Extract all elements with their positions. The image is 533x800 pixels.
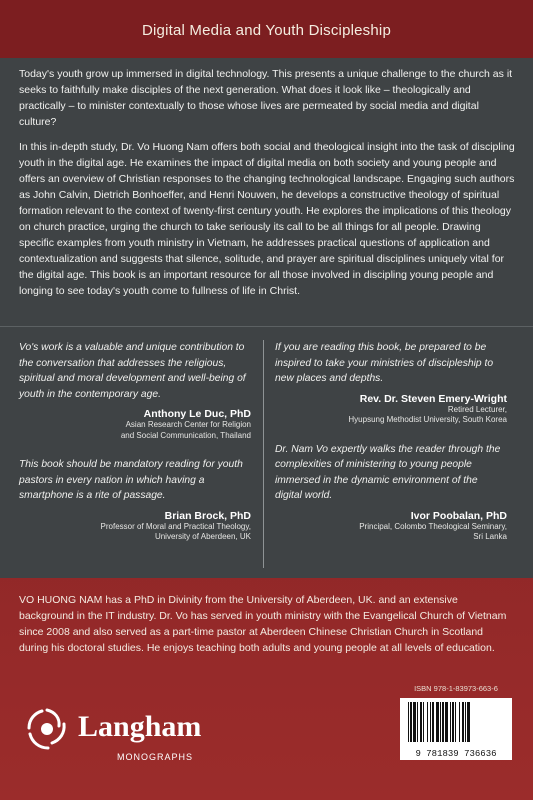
endorsements-right-column	[275, 340, 507, 559]
barcode-bar	[440, 702, 441, 742]
endorsements	[19, 340, 515, 568]
section-divider	[0, 326, 533, 327]
barcode-bars	[406, 702, 506, 744]
barcode-bar	[442, 702, 444, 742]
barcode-number: 9 781839 736636	[415, 749, 497, 759]
isbn-label: ISBN 978-1-83973-663-6	[414, 684, 498, 693]
langham-swirl-icon	[22, 704, 72, 754]
publisher-imprint: MONOGRAPHS	[117, 752, 194, 762]
intro-paragraph-2: In this in-depth study, Dr. Vo Huong Nam offers both social and theological insight into the task of discipling youth in the digital age. He examines the impact of digital media on both society and young people and offers an overview of Christian responses to the changing technological landscape. Engaging such authors as John Calvin, Dietrich Bonhoeffer, and Henri Nouwen, he develops a constructive theology of spiritual formation relevant to the context of twenty-first century youth. He explores the implications of this theology on church practice, urging the church to take seriously its call to be all things for all people. Drawing specific examples from youth ministry in Vietnam, he addresses practical questions of application and contextualization and suggests that silence, solitude, and prayer are spiritual disciplines uniquely vital for the digital age. This book is an important resource for all those involved in discipling young people and longing to see today's youth come to fullness of life in Christ.	[19, 141, 515, 297]
endorser-affiliation-line-2: and Social Communication, Thailand	[120, 430, 251, 440]
endorser-name: Rev. Dr. Steven Emery-Wright	[359, 392, 507, 405]
endorser-name: Ivor Poobalan, PhD	[410, 509, 507, 522]
barcode-bar	[445, 702, 448, 742]
barcode-bar	[459, 702, 460, 742]
barcode	[400, 698, 512, 760]
barcode-bar	[455, 702, 456, 742]
barcode-bar	[450, 702, 451, 742]
barcode-bar	[423, 702, 424, 742]
barcode-bar	[417, 702, 418, 742]
barcode-bar	[408, 702, 409, 742]
intro-paragraph-1: Today's youth grow up immersed in digital technology. This presents a unique challenge to the church as it seeks to faithfully make disciples of the next generation. What does it look like – theologically and practically – to minister contextually to those whose lives are permeated by social media and digital culture?	[19, 68, 513, 128]
header-band	[0, 0, 533, 59]
barcode-bar	[467, 702, 470, 742]
endorser-affiliation-line-2: Sri Lanka	[473, 532, 507, 541]
barcode-bar	[413, 702, 416, 742]
barcode-bar	[452, 702, 454, 742]
endorser-affiliation-line-1: Principal, Colombo Theological Seminary,	[359, 521, 507, 531]
endorser-affiliation-line-1: Professor of Moral and Practical Theology,	[100, 521, 251, 531]
endorsement-le-duc	[19, 340, 251, 441]
endorsement-brock	[19, 457, 251, 543]
barcode-bar	[427, 702, 428, 742]
barcode-bar	[410, 702, 412, 742]
endorser-affiliation-line-1: Retired Lecturer,	[447, 404, 507, 414]
endorser-affiliation-line-1: Asian Research Center for Religion	[125, 420, 251, 429]
endorsement-quote: Vo's work is a valuable and unique contribution to the conversation that addresses the religious, spiritual and moral development and well-being of youth in the contemporary age.	[19, 342, 246, 400]
endorsement-quote: Dr. Nam Vo expertly walks the reader through the complexities of ministering to young people immersed in the dynamic environment of the digital world.	[275, 443, 501, 501]
publisher-logo	[22, 700, 222, 780]
endorsement-emery-wright	[275, 340, 507, 426]
book-description	[19, 66, 515, 308]
series-title: Digital Media and Youth Discipleship	[141, 22, 392, 39]
author-bio: VO HUONG NAM has a PhD in Divinity from the University of Aberdeen, UK. and an extensive background in the IT industry. Dr. Vo has served in youth ministry with the Evangelical Church of Vietnam since 2008 and also served as a part-time pastor at Aberdeen Chinese Christian Church in Scotland during his doctoral studies. He enjoys teaching both adults and young people at all levels of education.	[19, 594, 507, 654]
barcode-bar	[465, 702, 466, 742]
endorsements-left-column	[19, 340, 251, 559]
barcode-bar	[436, 702, 439, 742]
endorser-affiliation-line-2: Hyupsung Methodist University, South Korea	[348, 415, 507, 424]
publisher-name: Langham	[78, 710, 202, 743]
endorser-name: Brian Brock, PhD	[164, 509, 251, 522]
endorsement-quote: This book should be mandatory reading for youth pastors in every nation in which having a smartphone is a rite of passage.	[19, 459, 243, 501]
barcode-bar	[420, 702, 422, 742]
barcode-bar	[432, 702, 434, 742]
column-separator	[263, 340, 264, 568]
endorsement-poobalan	[275, 442, 507, 543]
endorser-affiliation-line-2: University of Aberdeen, UK	[154, 532, 251, 541]
barcode-bar	[430, 702, 431, 742]
endorsement-quote: If you are reading this book, be prepared to be inspired to take your ministries of discipleship to new places and depths.	[275, 342, 494, 384]
endorser-name: Anthony Le Duc, PhD	[143, 408, 251, 420]
barcode-bar	[462, 702, 464, 742]
